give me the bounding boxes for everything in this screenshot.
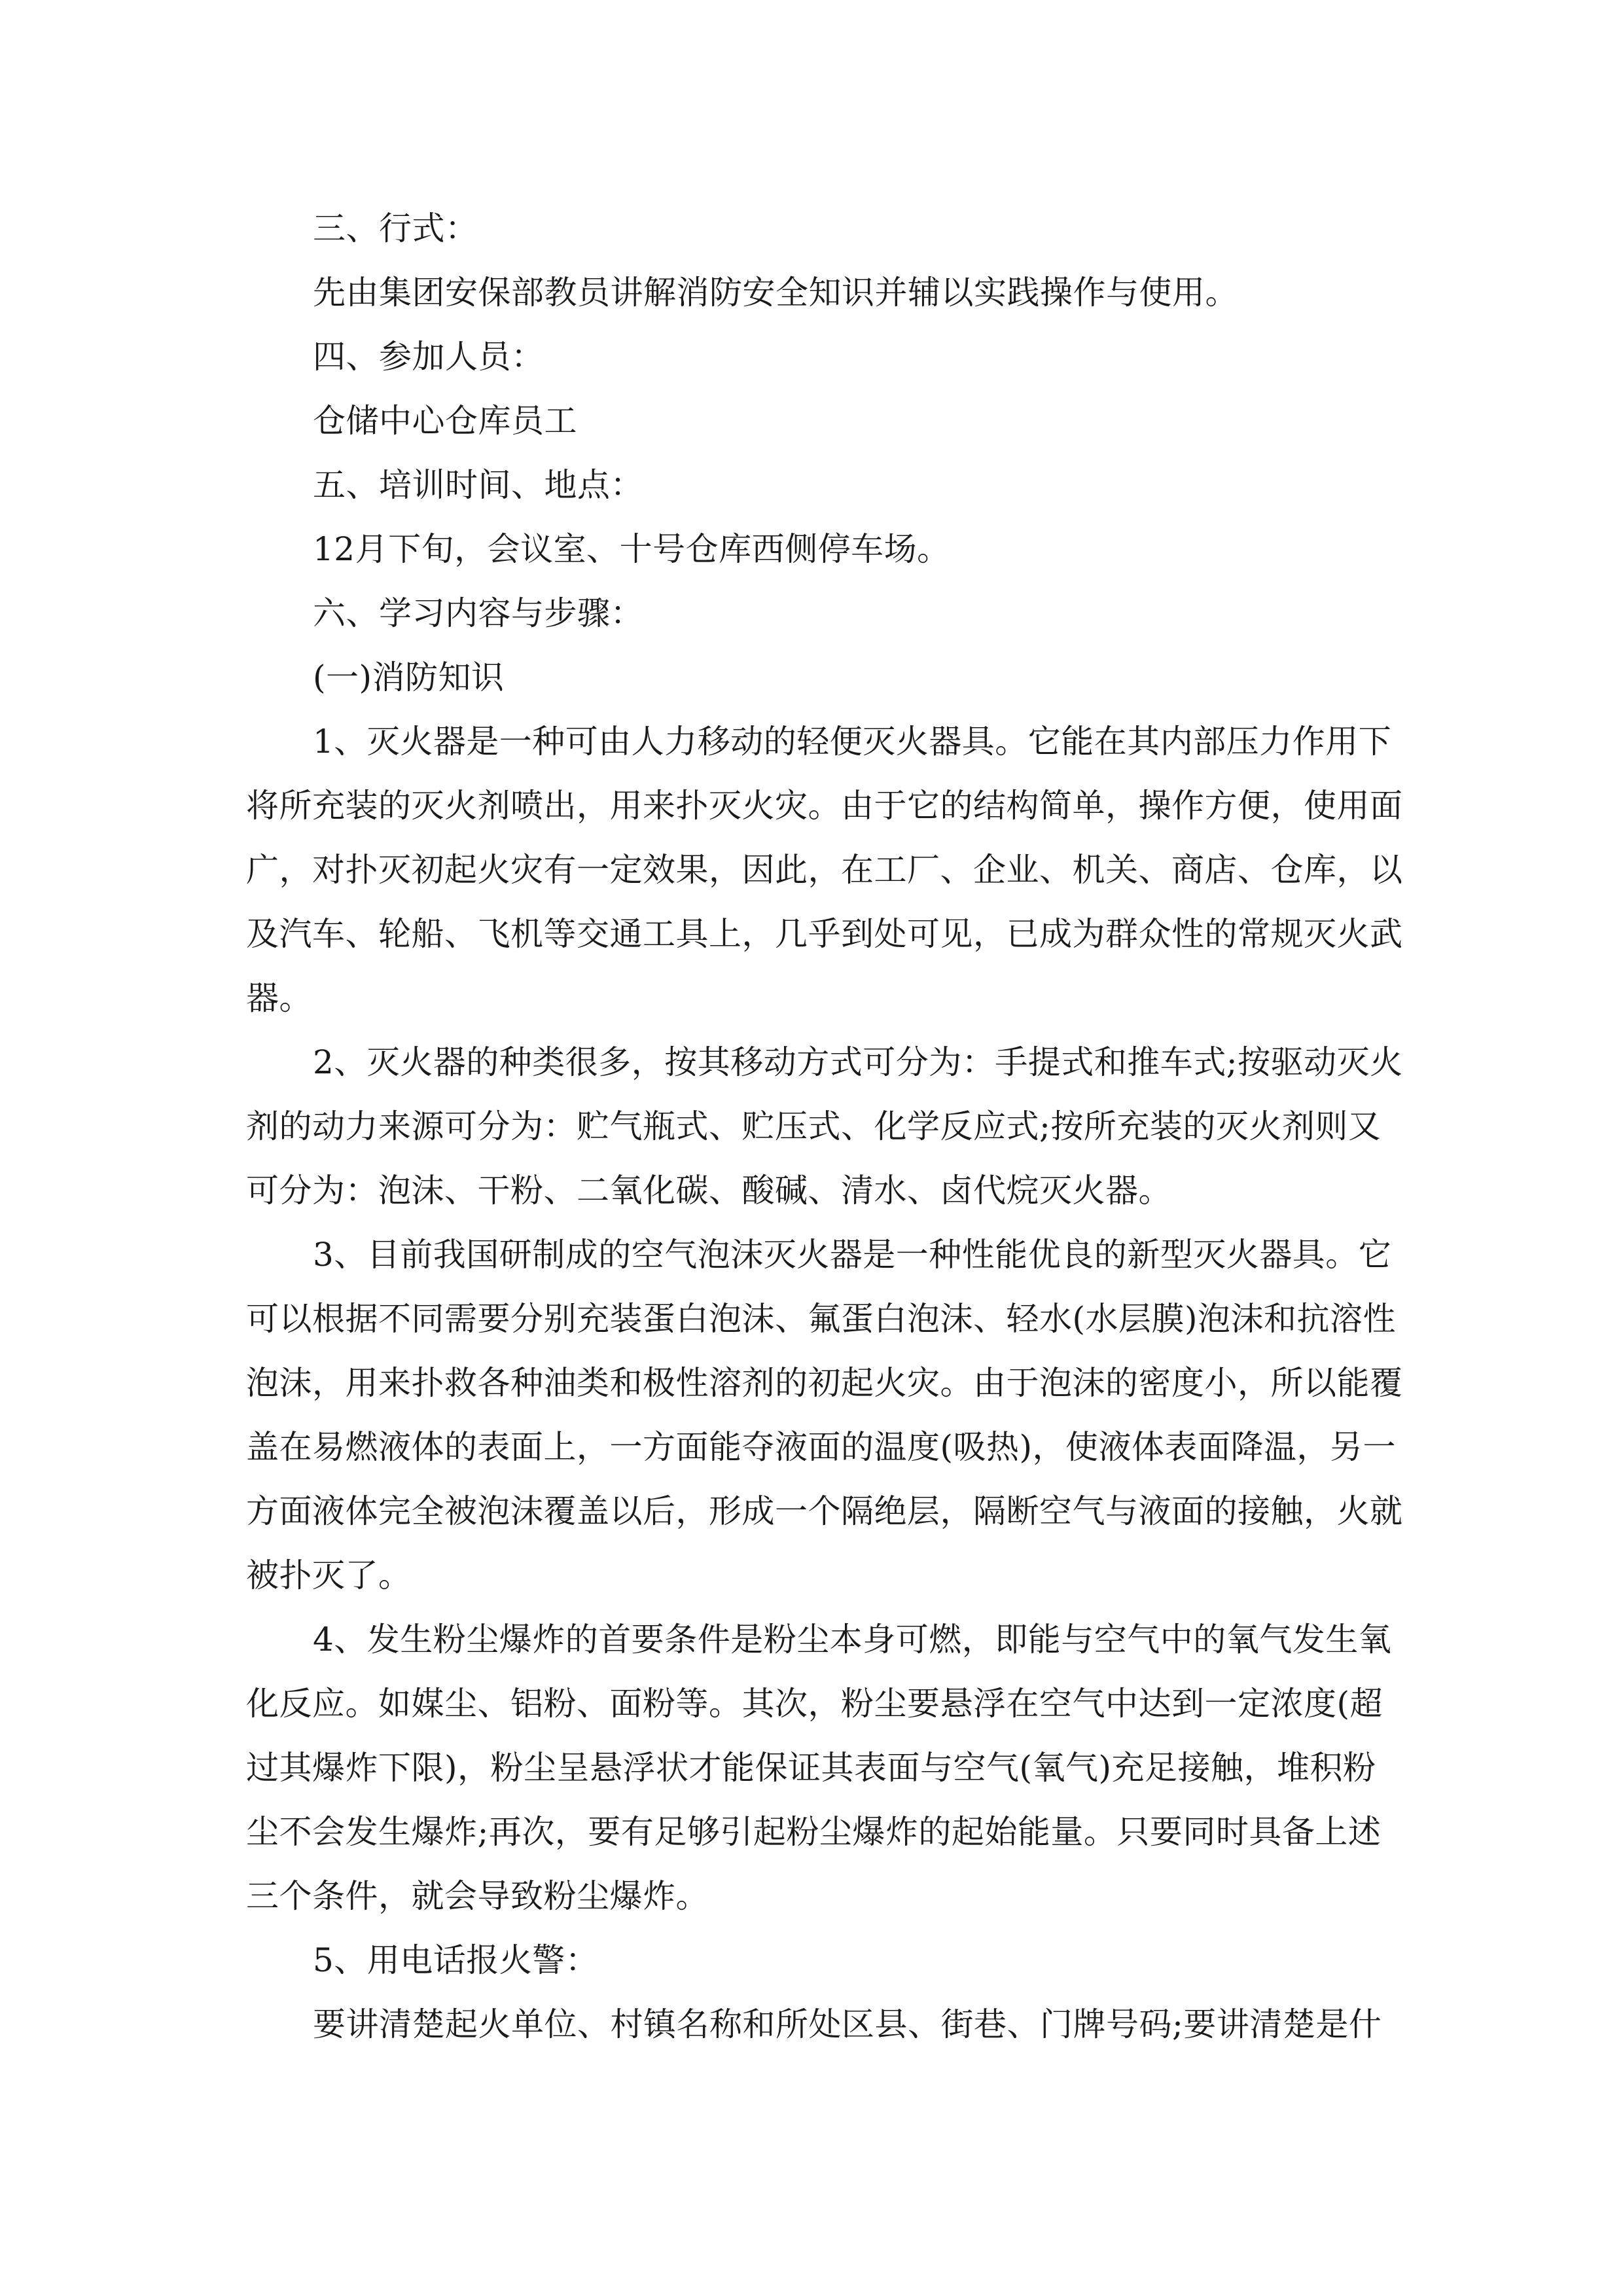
paragraph-line: 三个条件，就会导致粉尘爆炸。 [246,1877,709,1915]
paragraph-line: 尘不会发生爆炸;再次，要有足够引起粉尘爆炸的起始能量。只要同时具备上述 [246,1813,1382,1851]
paragraph-line: 盖在易燃液体的表面上，一方面能夺液面的温度(吸热)，使液体表面降温，另一 [246,1428,1397,1466]
paragraph-line: 泡沫，用来扑救各种油类和极性溶剂的初起火灾。由于泡沫的密度小，所以能覆 [246,1364,1403,1402]
paragraph-3 [246,1223,1403,1607]
paragraph-line: 广，对扑灭初起火灾有一定效果，因此，在工厂、企业、机关、商店、仓库，以 [246,851,1403,889]
heading-time-place: 五、培训时间、地点： [313,466,643,504]
paragraph-line: 化反应。如媒尘、铝粉、面粉等。其次，粉尘要悬浮在空气中达到一定浓度(超 [246,1685,1383,1723]
paragraph-line: 方面液体完全被泡沫覆盖以后，形成一个隔绝层，隔断空气与液面的接触，火就 [246,1492,1403,1530]
document-body [246,196,1403,2056]
fire-alarm-instructions: 要讲清楚起火单位、村镇名称和所处区县、街巷、门牌号码;要讲清楚是什 [313,2005,1382,2043]
paragraph-2 [246,1030,1403,1223]
participants-description: 仓储中心仓库员工 [313,402,577,440]
paragraph-line: 1、灭火器是一种可由人力移动的轻便灭火器具。它能在其内部压力作用下 [313,723,1392,761]
paragraph-line: 及汽车、轮船、飞机等交通工具上，几乎到处可见，已成为群众性的常规灭火武 [246,915,1403,953]
paragraph-line: 被扑灭了。 [246,1556,412,1594]
heading-content-steps: 六、学习内容与步骤： [313,594,643,632]
paragraph-4 [246,1607,1392,1928]
paragraph-line: 过其爆炸下限)，粉尘呈悬浮状才能保证其表面与空气(氧气)充足接触，堆积粉 [246,1749,1376,1787]
paragraph-line: 4、发生粉尘爆炸的首要条件是粉尘本身可燃，即能与空气中的氧气发生氧 [313,1621,1392,1659]
paragraph-line: 可分为：泡沫、干粉、二氧化碳、酸碱、清水、卤代烷灭火器。 [246,1172,1171,1210]
paragraph-line: 器。 [246,979,312,1017]
paragraph-line: 2、灭火器的种类很多，按其移动方式可分为：手提式和推车式;按驱动灭火 [313,1043,1403,1081]
time-place-description: 12月下旬，会议室、十号仓库西侧停车场。 [313,530,950,568]
paragraph-line: 将所充装的灭火剂喷出，用来扑灭火灾。由于它的结构简单，操作方便，使用面 [246,787,1403,825]
subheading-fire-knowledge: (一)消防知识 [313,658,505,696]
paragraph-1 [246,709,1403,1030]
paragraph-line: 3、目前我国研制成的空气泡沫灭火器是一种性能优良的新型灭火器具。它 [313,1236,1392,1274]
heading-fire-alarm-call: 5、用电话报火警： [313,1941,599,1979]
heading-participants: 四、参加人员： [313,338,544,376]
paragraph-line: 剂的动力来源可分为：贮气瓶式、贮压式、化学反应式;按所充装的灭火剂则又 [246,1107,1382,1145]
paragraph-line: 可以根据不同需要分别充装蛋白泡沫、氟蛋白泡沫、轻水(水层膜)泡沫和抗溶性 [246,1300,1397,1338]
heading-format: 三、行式： [313,209,478,247]
format-description: 先由集团安保部教员讲解消防安全知识并辅以实践操作与使用。 [313,274,1238,312]
